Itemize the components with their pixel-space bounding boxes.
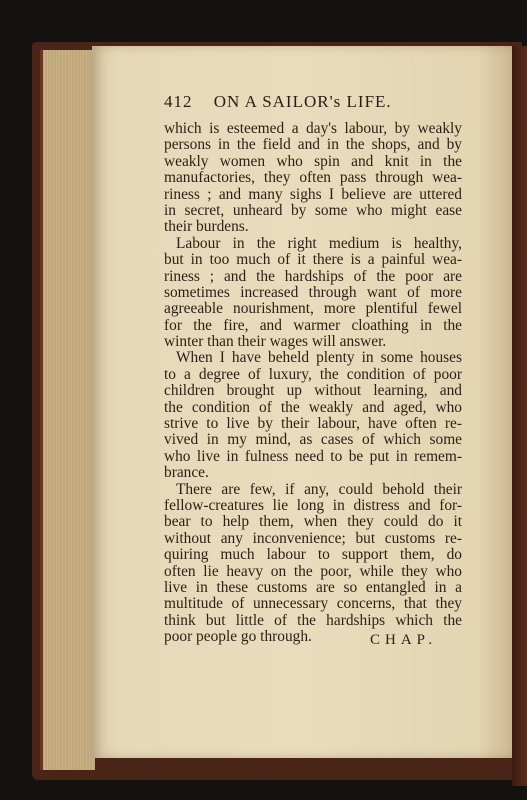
text-line: without any inconvenience; but customs re- [164,529,462,547]
text-line: to a degree of luxury, the condition of poor [164,365,462,383]
body-text [164,121,462,646]
text-line: in secret, unheard by some who might ease [164,201,462,219]
text-line: but in too much of it there is a painful wea- [164,251,462,269]
text-line: bear to help them, when they could do it [164,513,462,531]
text-line: persons in the field and in the shops, and by [164,136,462,154]
page-edges [40,50,95,770]
text-line: their burdens. [164,218,249,236]
text-line: winter than their wages will answer. [164,333,387,351]
text-line: sometimes increased through want of more [164,283,462,301]
text-line: agreeable nourishment, more plentiful fewel [164,300,462,318]
running-header [164,92,464,112]
text-line: multitude of unnecessary concerns, that they [164,595,462,613]
text-line: for the fire, and warmer cloathing in the [164,316,462,334]
text-line: Labour in the right medium is healthy, [176,234,462,252]
text-line: When I have beheld plenty in some houses [176,349,462,367]
text-line: quiring much labour to support them, do [164,546,462,564]
text-line: manufactories, they often pass through wea- [164,169,462,187]
text-line: live in these customs are so entangled in a [164,578,462,596]
catchword: CHAP. [370,632,438,648]
text-line: who live in fulness need to be put in remem- [164,447,462,465]
text-line: children brought up without learning, and [164,382,462,400]
text-line: the condition of the weakly and aged, who [164,398,462,416]
text-line: brance. [164,464,209,482]
text-line: which is esteemed a day's labour, by weakly [164,120,462,137]
text-line: often lie heavy on the poor, while they who [164,562,462,580]
text-line: There are few, if any, could behold their [176,480,462,498]
text-line: vived in my mind, as cases of which some [164,431,462,449]
text-line: think but little of the hardships which the [164,611,462,629]
text-line: weakly women who spin and knit in the [164,152,462,170]
text-line: riness ; and many sighs I believe are uttered [164,185,462,203]
book-spine-edge [512,46,527,786]
text-line: strive to live by their labour, have often re- [164,415,462,433]
page-number: 412 [164,92,193,111]
text-line: riness ; and the hardships of the poor are [164,267,462,285]
running-title: ON A SAILOR's LIFE. [213,92,392,111]
text-line: fellow-creatures lie long in distress and for- [164,496,462,514]
text-line: poor people go through. [164,628,312,646]
